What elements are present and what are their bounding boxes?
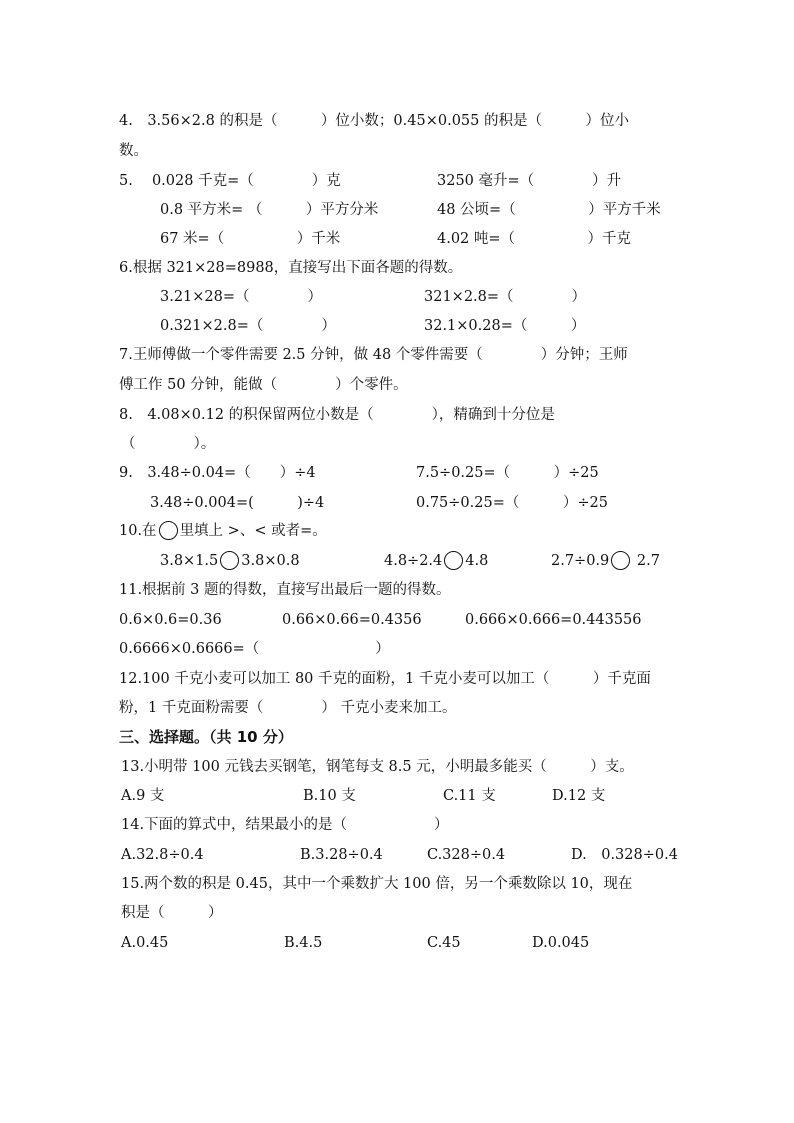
q5-row1-left: 5. 0.028 千克=（ ）克 [119, 173, 341, 189]
q10-c [551, 551, 660, 571]
q15-line2: 积是（ ） [121, 905, 223, 921]
q14-option-b[interactable]: B.3.28÷0.4 [300, 847, 383, 863]
q12-line2: 粉，1 千克面粉需要（ ） 千克小麦来加工。 [119, 700, 457, 716]
q8-line1: 8. 4.08×0.12 的积保留两位小数是（ ），精确到十分位是 [119, 407, 555, 423]
q14-option-c[interactable]: C.328÷0.4 [427, 847, 506, 863]
q10-c-right: 2.7 [636, 553, 660, 569]
q13-option-d[interactable]: D.12 支 [552, 788, 606, 804]
q10-b-right: 4.8 [465, 553, 489, 569]
q13-option-b[interactable]: B.10 支 [303, 788, 356, 804]
q5-row3-right: 4.02 吨=（ ）千克 [437, 231, 632, 247]
q6-d: 32.1×0.28=（ ） [424, 318, 586, 334]
q9-d: 0.75÷0.25=（ ）÷25 [416, 495, 608, 511]
q5-row2-right: 48 公顷=（ ）平方千米 [437, 202, 661, 218]
q10-title-pre: 10.在 [119, 523, 157, 539]
q13-option-a[interactable]: A.9 支 [121, 788, 165, 804]
q15-option-a[interactable]: A.0.45 [121, 935, 169, 951]
q10-c-left: 2.7÷0.9 [551, 553, 610, 569]
q8-line2: （ ）。 [121, 436, 216, 452]
q9-c: 3.48÷0.004=( )÷4 [150, 495, 325, 511]
q4-line2: 数。 [119, 143, 148, 159]
q10-a-right: 3.8×0.8 [241, 553, 300, 569]
q5-row1-right: 3250 毫升=（ ）升 [437, 173, 622, 189]
q4-line1: 4. 3.56×2.8 的积是（ ）位小数；0.45×0.055 的积是（ ）位小 [119, 113, 629, 129]
q14-option-a[interactable]: A.32.8÷0.4 [121, 847, 204, 863]
q7-line2: 傅工作 50 分钟，能做（ ）个零件。 [119, 377, 408, 393]
section-title: 三、选择题。（共 10 分） [119, 728, 293, 746]
q14-option-d[interactable]: D. 0.328÷0.4 [571, 847, 678, 863]
q15-option-c[interactable]: C.45 [427, 935, 461, 951]
circle-icon [159, 521, 178, 540]
q6-title: 6.根据 321×28=8988，直接写出下面各题的得数。 [119, 260, 463, 276]
q11-b: 0.66×0.66=0.4356 [282, 612, 422, 628]
q6-a: 3.21×28=（ ） [160, 289, 323, 305]
q7-line1: 7.王师傅做一个零件需要 2.5 分钟，做 48 个零件需要（ ）分钟；王师 [119, 347, 628, 363]
q10-b-left: 4.8÷2.4 [384, 553, 443, 569]
q10-a [160, 551, 300, 571]
q5-row3-left: 67 米=（ ）千米 [160, 231, 341, 247]
q12-line1: 12.100 千克小麦可以加工 80 千克的面粉，1 千克小麦可以加工（ ）千克面 [119, 671, 651, 687]
q11-d: 0.6666×0.6666=（ ） [119, 641, 390, 657]
q11-c: 0.666×0.666=0.443556 [465, 612, 642, 628]
compare-circle-icon[interactable] [220, 551, 239, 570]
q10-title-post: 里填上 >、< 或者=。 [179, 523, 327, 539]
compare-circle-icon[interactable] [611, 551, 630, 570]
q10-a-left: 3.8×1.5 [160, 553, 219, 569]
q9-a: 9. 3.48÷0.04=（ ）÷4 [119, 465, 316, 481]
compare-circle-icon[interactable] [444, 551, 463, 570]
q15-option-b[interactable]: B.4.5 [284, 935, 323, 951]
q14-stem: 14.下面的算式中，结果最小的是（ ） [121, 817, 449, 833]
q15-option-d[interactable]: D.0.045 [532, 935, 590, 951]
q13-option-c[interactable]: C.11 支 [443, 788, 496, 804]
q11-a: 0.6×0.6=0.36 [119, 612, 222, 628]
q10-title [119, 521, 327, 541]
q5-row2-left: 0.8 平方米= （ ）平方分米 [160, 202, 379, 218]
q10-b [384, 551, 488, 571]
q15-line1: 15.两个数的积是 0.45，其中一个乘数扩大 100 倍，另一个乘数除以 10，现在 [121, 876, 633, 892]
q6-b: 321×2.8=（ ） [424, 289, 587, 305]
q11-title: 11.根据前 3 题的得数，直接写出最后一题的得数。 [119, 582, 451, 598]
q13-stem: 13.小明带 100 元钱去买钢笔，钢笔每支 8.5 元，小明最多能买（ ）支。 [121, 759, 634, 775]
q6-c: 0.321×2.8=（ ） [160, 318, 336, 334]
q9-b: 7.5÷0.25=（ ）÷25 [416, 465, 599, 481]
